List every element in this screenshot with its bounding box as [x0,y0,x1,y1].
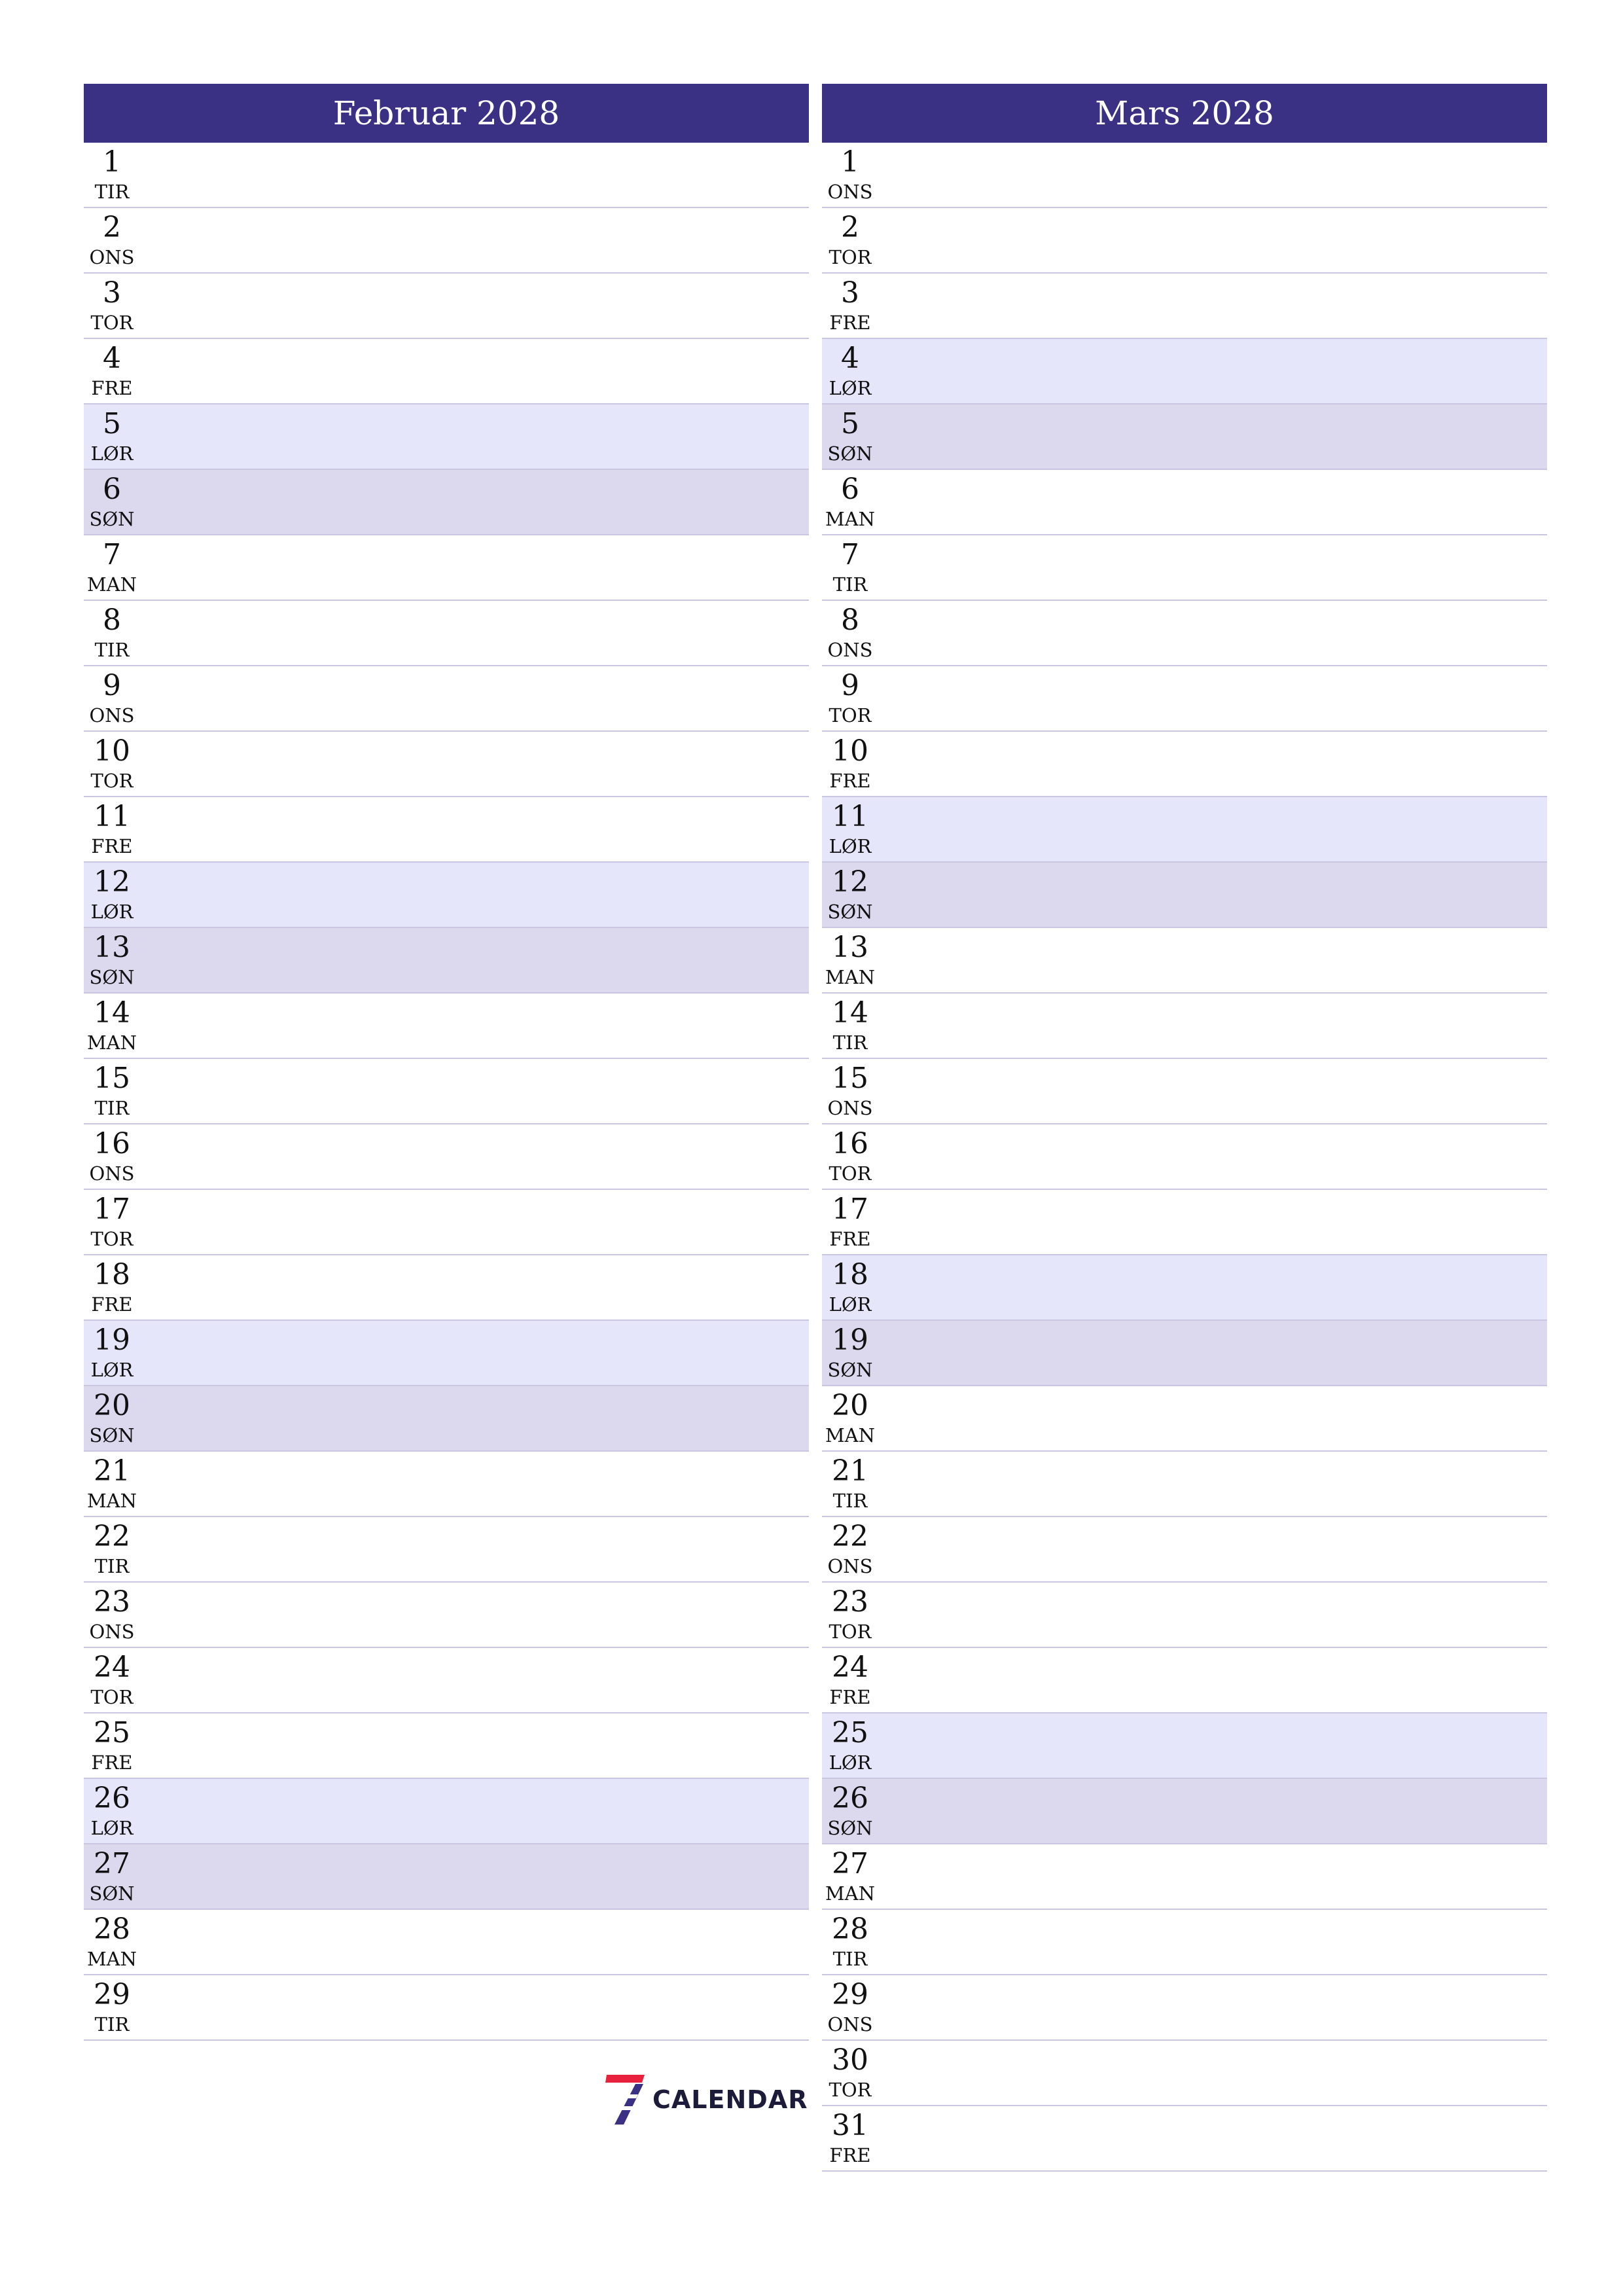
weekday-label: ONS [89,246,135,268]
weekday-label: TOR [829,1162,872,1185]
day-number: 2 [103,211,121,244]
calendar-logo [605,2073,808,2126]
weekday-label: LØR [829,835,872,857]
day-number: 10 [94,734,130,768]
weekday-label: FRE [829,312,871,334]
day-number: 4 [103,342,121,375]
day-number: 3 [841,276,859,310]
weekday-label: FRE [91,377,133,399]
day-row [822,1321,1547,1386]
day-number: 14 [94,996,130,1030]
day-row [822,863,1547,928]
day-number: 1 [841,145,859,179]
weekday-label: SØN [89,1882,135,1905]
weekday-label: SØN [827,1817,873,1839]
weekday-label: ONS [827,2013,873,2036]
day-row [84,797,809,863]
day-number: 30 [832,2043,868,2077]
day-row [84,339,809,404]
day-row [84,1517,809,1583]
day-number: 26 [94,1782,130,1815]
weekday-label: MAN [825,508,875,530]
day-row [822,1844,1547,1910]
day-row [822,928,1547,994]
weekday-label: FRE [829,2144,871,2166]
weekday-label: TIR [832,1031,868,1054]
day-list [822,143,1547,2172]
day-row [84,1321,809,1386]
day-row [822,666,1547,732]
weekday-label: LØR [829,377,872,399]
weekday-label: SØN [89,508,135,530]
weekday-label: SØN [827,901,873,923]
weekday-label: FRE [829,1686,871,1708]
month-column-mars [822,84,1547,2172]
day-row [822,1975,1547,2041]
weekday-label: TIR [94,181,130,203]
day-row [84,1975,809,2041]
day-row [822,404,1547,470]
day-row [84,1583,809,1648]
day-row [822,1713,1547,1779]
day-row [822,1255,1547,1321]
day-row [84,274,809,339]
day-number: 24 [832,1651,868,1684]
weekday-label: LØR [90,1359,134,1381]
day-number: 16 [94,1127,130,1160]
day-number: 22 [832,1520,868,1553]
weekday-label: MAN [86,1490,137,1512]
weekday-label: MAN [825,1882,875,1905]
day-number: 23 [94,1585,130,1619]
day-number: 28 [832,1912,868,1946]
weekday-label: TOR [829,246,872,268]
day-number: 21 [94,1454,130,1488]
day-number: 7 [841,538,859,571]
day-row [84,143,809,208]
day-row [822,470,1547,535]
month-header: Mars 2028 [822,84,1547,143]
day-number: 19 [832,1323,868,1357]
day-row [84,1713,809,1779]
day-number: 19 [94,1323,130,1357]
day-number: 24 [94,1651,130,1684]
day-number: 5 [841,407,859,440]
day-row [84,1844,809,1910]
day-number: 27 [94,1847,130,1880]
day-row [822,1190,1547,1255]
weekday-label: LØR [829,1293,872,1316]
day-row [822,797,1547,863]
day-number: 6 [103,473,121,506]
day-row [84,994,809,1059]
day-number: 22 [94,1520,130,1553]
day-row [822,1779,1547,1844]
day-number: 29 [832,1978,868,2011]
weekday-label: ONS [89,1162,135,1185]
day-number: 1 [103,145,121,179]
day-row [84,1779,809,1844]
day-number: 10 [832,734,868,768]
weekday-label: MAN [86,1948,137,1970]
day-row [84,1386,809,1452]
day-number: 11 [832,800,868,833]
weekday-label: FRE [829,1228,871,1250]
weekday-label: TIR [832,1948,868,1970]
day-row [84,1255,809,1321]
weekday-label: MAN [86,573,137,596]
day-row [822,2106,1547,2172]
weekday-label: TOR [829,2079,872,2101]
weekday-label: SØN [827,1359,873,1381]
day-row [84,863,809,928]
day-number: 20 [94,1389,130,1422]
weekday-label: TOR [829,704,872,726]
day-row [84,928,809,994]
day-number: 13 [832,931,868,964]
day-number: 17 [832,1193,868,1226]
weekday-label: TIR [832,573,868,596]
day-number: 16 [832,1127,868,1160]
weekday-label: TOR [90,1228,134,1250]
weekday-label: LØR [90,901,134,923]
day-row [84,1452,809,1517]
day-number: 12 [832,865,868,899]
day-number: 4 [841,342,859,375]
day-number: 9 [103,669,121,702]
weekday-label: TIR [94,1555,130,1577]
month-header: Februar 2028 [84,84,809,143]
day-number: 11 [94,800,130,833]
day-number: 8 [841,603,859,637]
day-row [822,1124,1547,1190]
day-row [822,143,1547,208]
weekday-label: ONS [827,181,873,203]
weekday-label: ONS [827,639,873,661]
weekday-label: TOR [90,770,134,792]
day-row [822,1452,1547,1517]
weekday-label: TOR [90,1686,134,1708]
day-number: 26 [832,1782,868,1815]
weekday-label: FRE [91,1293,133,1316]
weekday-label: ONS [827,1097,873,1119]
day-number: 17 [94,1193,130,1226]
day-number: 31 [832,2109,868,2142]
day-number: 3 [103,276,121,310]
day-row [84,535,809,601]
day-row [84,1910,809,1975]
day-row [822,994,1547,1059]
day-number: 27 [832,1847,868,1880]
day-number: 7 [103,538,121,571]
day-row [84,404,809,470]
weekday-label: TIR [832,1490,868,1512]
weekday-label: FRE [91,835,133,857]
seven-logo-icon [605,2075,646,2125]
weekday-label: FRE [91,1751,133,1774]
day-row [822,1583,1547,1648]
day-row [84,1190,809,1255]
weekday-label: SØN [89,1424,135,1446]
day-number: 8 [103,603,121,637]
day-row [84,208,809,274]
weekday-label: MAN [825,1424,875,1446]
day-row [822,274,1547,339]
day-row [822,1386,1547,1452]
weekday-label: MAN [86,1031,137,1054]
weekday-label: LØR [90,1817,134,1839]
weekday-label: TIR [94,1097,130,1119]
weekday-label: TOR [90,312,134,334]
day-row [84,470,809,535]
day-row [822,339,1547,404]
weekday-label: TIR [94,2013,130,2036]
day-row [822,1910,1547,1975]
day-row [822,1059,1547,1124]
day-number: 21 [832,1454,868,1488]
day-number: 14 [832,996,868,1030]
weekday-label: MAN [825,966,875,988]
day-number: 18 [94,1258,130,1291]
weekday-label: ONS [89,704,135,726]
day-number: 5 [103,407,121,440]
weekday-label: ONS [89,1621,135,1643]
day-number: 12 [94,865,130,899]
day-number: 15 [832,1062,868,1095]
day-number: 28 [94,1912,130,1946]
day-row [822,732,1547,797]
day-number: 23 [832,1585,868,1619]
weekday-label: LØR [829,1751,872,1774]
day-number: 13 [94,931,130,964]
weekday-label: SØN [89,966,135,988]
day-list [84,143,809,2041]
weekday-label: FRE [829,770,871,792]
day-row [84,1059,809,1124]
day-row [84,601,809,666]
day-row [84,1124,809,1190]
weekday-label: ONS [827,1555,873,1577]
day-row [822,208,1547,274]
day-number: 2 [841,211,859,244]
day-row [822,1648,1547,1713]
day-number: 9 [841,669,859,702]
day-row [84,732,809,797]
day-row [822,601,1547,666]
day-row [84,666,809,732]
weekday-label: SØN [827,442,873,465]
day-number: 29 [94,1978,130,2011]
day-number: 15 [94,1062,130,1095]
logo-text: CALENDAR [652,2085,808,2114]
day-row [84,1648,809,1713]
day-number: 18 [832,1258,868,1291]
weekday-label: TIR [94,639,130,661]
day-number: 25 [94,1716,130,1749]
month-column-februar [84,84,809,2041]
weekday-label: LØR [90,442,134,465]
day-row [822,1517,1547,1583]
day-number: 25 [832,1716,868,1749]
day-number: 20 [832,1389,868,1422]
day-row [822,535,1547,601]
weekday-label: TOR [829,1621,872,1643]
day-row [822,2041,1547,2106]
day-number: 6 [841,473,859,506]
